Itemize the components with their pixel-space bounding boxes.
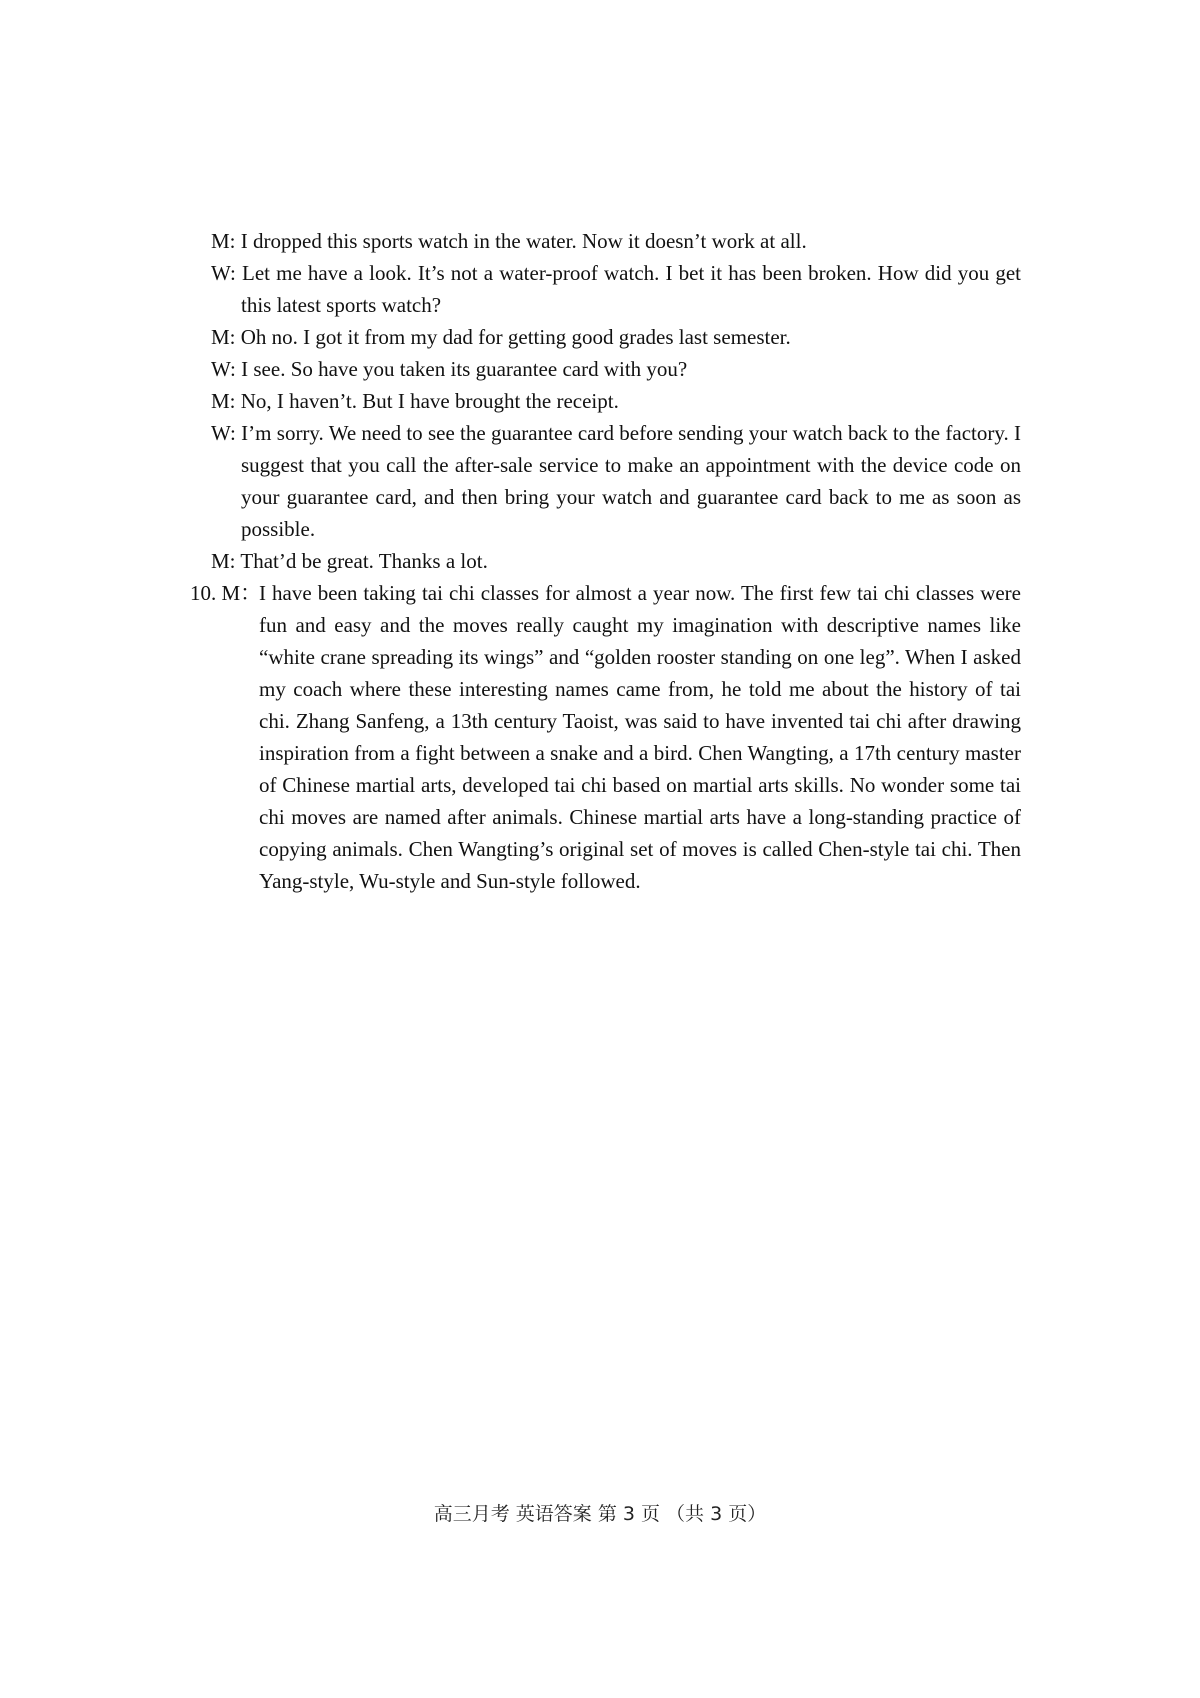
dialogue-line [211,385,1021,417]
monologue-item [190,577,1021,897]
dialogue-text: No, I haven’t. But I have brought the receipt. [240,389,619,413]
dialogue-line [211,321,1021,353]
dialogue-line [211,353,1021,385]
dialogue-text: I’m sorry. We need to see the guarantee card before sending your watch back to the factory. I suggest that you call the after-sale service to make an appointment with the device code on your guarantee card, and then bring your watch and guarantee card back to me as soon as possible. [241,421,1022,541]
speaker-label: M: [211,389,236,413]
dialogue-text: That’d be great. Thanks a lot. [240,549,488,573]
dialogue-text: I see. So have you taken its guarantee card with you? [241,357,688,381]
dialogue-line [211,417,1021,545]
speaker-label: W: [211,357,236,381]
dialogue-block [211,225,1021,577]
speaker-label: M: [211,549,236,573]
monologue-text: I have been taking tai chi classes for almost a year now. The first few tai chi classes were fun and easy and the moves really caught my imagination with descriptive names like “white crane spreading its wings” and “golden rooster standing on one leg”. When I asked my coach where these interesting names came from, he told me about the history of tai chi. Zhang Sanfeng, a 13th century Taoist, was said to have invented tai chi after drawing inspiration from a fight between a snake and a bird. Chen Wangting, a 17th century master of Chinese martial arts, developed tai chi based on martial arts skills. No wonder some tai chi moves are named after animals. Chinese martial arts have a long-standing practice of copying animals. Chen Wangting’s original set of moves is called Chen-style tai chi. Then Yang-style, Wu-style and Sun-style followed. [259,581,1021,893]
dialogue-text: Oh no. I got it from my dad for getting good grades last semester. [240,325,791,349]
speaker-label: M: [211,229,236,253]
speaker-label: W: [211,261,236,285]
item-number: 10. M： [190,581,262,605]
dialogue-text: Let me have a look. It’s not a water-proof watch. I bet it has been broken. How did you get this latest sports watch? [241,261,1021,317]
speaker-label: W: [211,421,236,445]
dialogue-line [211,257,1021,321]
dialogue-text: I dropped this sports watch in the water. Now it doesn’t work at all. [240,229,807,253]
dialogue-line [211,545,1021,577]
speaker-label: M: [211,325,236,349]
page-footer: 高三月考 英语答案 第 3 页 （共 3 页） [433,1503,767,1525]
dialogue-line [211,225,1021,257]
